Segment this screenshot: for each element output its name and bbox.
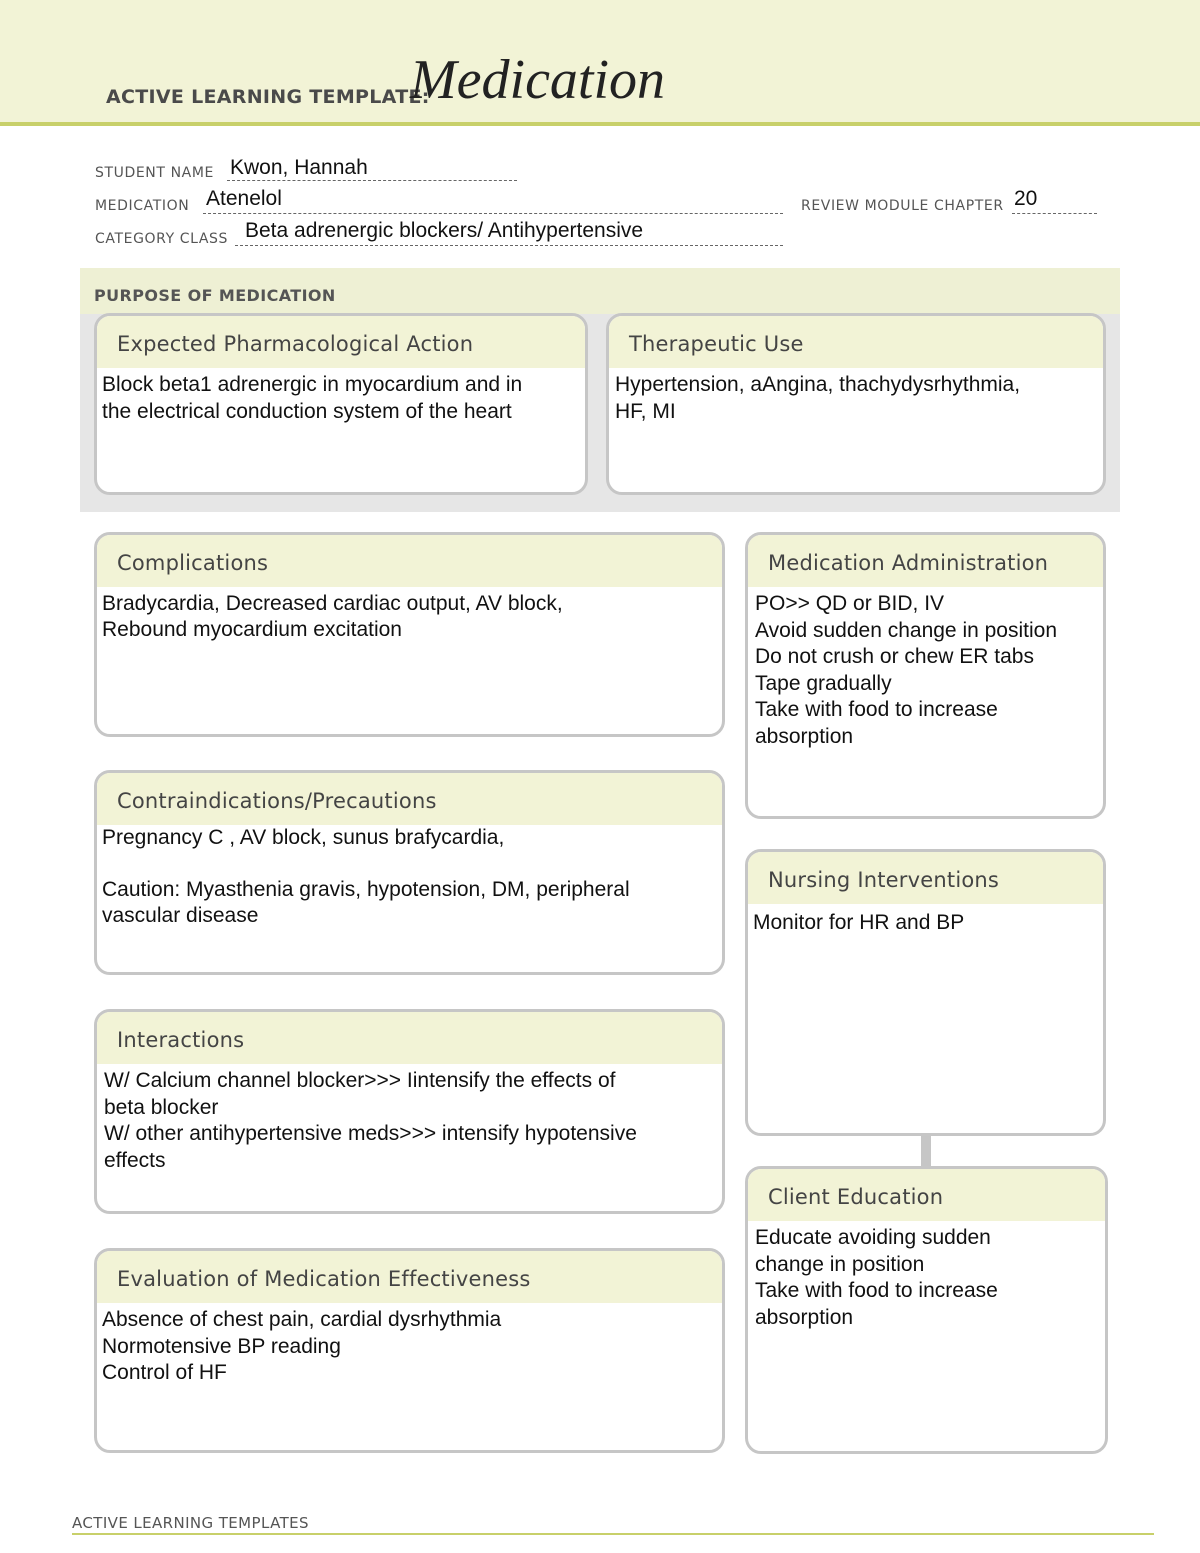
purpose-title: PURPOSE OF MEDICATION	[94, 286, 336, 305]
student-name-field[interactable]: Kwon, Hannah	[230, 156, 368, 179]
evaluation-box	[94, 1248, 725, 1453]
nursing-interventions-heading: Nursing Interventions	[748, 852, 1103, 904]
therapeutic-use-heading: Therapeutic Use	[609, 316, 1103, 368]
footer-label: ACTIVE LEARNING TEMPLATES	[72, 1514, 309, 1532]
interactions-heading: Interactions	[97, 1012, 722, 1064]
medication-administration-text[interactable]: PO>> QD or BID, IV Avoid sudden change in position Do not crush or chew ER tabs Tape gradually Take with food to increase absorption	[755, 592, 1058, 748]
medication-field[interactable]: Atenelol	[206, 187, 282, 210]
medication-administration-heading: Medication Administration	[748, 535, 1103, 587]
medication-administration-box	[745, 532, 1106, 819]
category-class-label: CATEGORY CLASS	[95, 231, 229, 247]
template-label: ACTIVE LEARNING TEMPLATE:	[106, 86, 430, 108]
therapeutic-use-text[interactable]: Hypertension, aAngina, thachydysrhythmia, HF, MI	[615, 373, 1021, 423]
nursing-interventions-text[interactable]: Monitor for HR and BP	[753, 911, 965, 934]
client-education-text[interactable]: Educate avoiding sudden change in position Take with food to increase absorption	[755, 1226, 998, 1329]
expected-action-text[interactable]: Block beta1 adrenergic in myocardium and in the electrical conduction system of the heart	[102, 373, 523, 423]
medication-label: MEDICATION	[95, 198, 190, 214]
contraindications-box	[94, 770, 725, 975]
box-connector	[921, 1134, 931, 1166]
contraindications-text[interactable]: Pregnancy C , AV block, sunus brafycardia, Caution: Myasthenia gravis, hypotension, DM, peripheral vascular disease	[102, 826, 630, 927]
student-name-label: STUDENT NAME	[95, 165, 214, 181]
complications-text[interactable]: Bradycardia, Decreased cardiac output, AV block, Rebound myocardium excitation	[102, 592, 563, 641]
client-education-box	[745, 1166, 1108, 1454]
medication-field-line	[203, 213, 783, 214]
review-module-field[interactable]: 20	[1014, 187, 1038, 210]
therapeutic-use-box	[606, 313, 1106, 495]
interactions-text[interactable]: W/ Calcium channel blocker>>> Iintensify the effects of beta blocker W/ other antihypertensive meds>>> intensify hypotensive effects	[104, 1069, 637, 1172]
student-name-field-line	[227, 180, 517, 181]
page-title: Medication	[410, 49, 666, 111]
category-class-field-line	[235, 245, 783, 246]
footer-divider	[72, 1533, 1154, 1535]
review-module-field-line	[1012, 213, 1097, 214]
expected-action-box	[94, 313, 588, 495]
complications-heading: Complications	[97, 535, 722, 587]
contraindications-heading: Contraindications/Precautions	[97, 773, 722, 825]
header-divider	[0, 122, 1200, 126]
client-education-heading: Client Education	[748, 1169, 1105, 1221]
nursing-interventions-box	[745, 849, 1106, 1136]
expected-action-heading: Expected Pharmacological Action	[97, 316, 585, 368]
category-class-field[interactable]: Beta adrenergic blockers/ Antihypertensive	[245, 219, 644, 242]
review-module-label: REVIEW MODULE CHAPTER	[801, 198, 1004, 214]
evaluation-text[interactable]: Absence of chest pain, cardial dysrhythmia Normotensive BP reading Control of HF	[102, 1308, 502, 1384]
complications-box	[94, 532, 725, 737]
evaluation-heading: Evaluation of Medication Effectiveness	[97, 1251, 722, 1303]
interactions-box	[94, 1009, 725, 1214]
